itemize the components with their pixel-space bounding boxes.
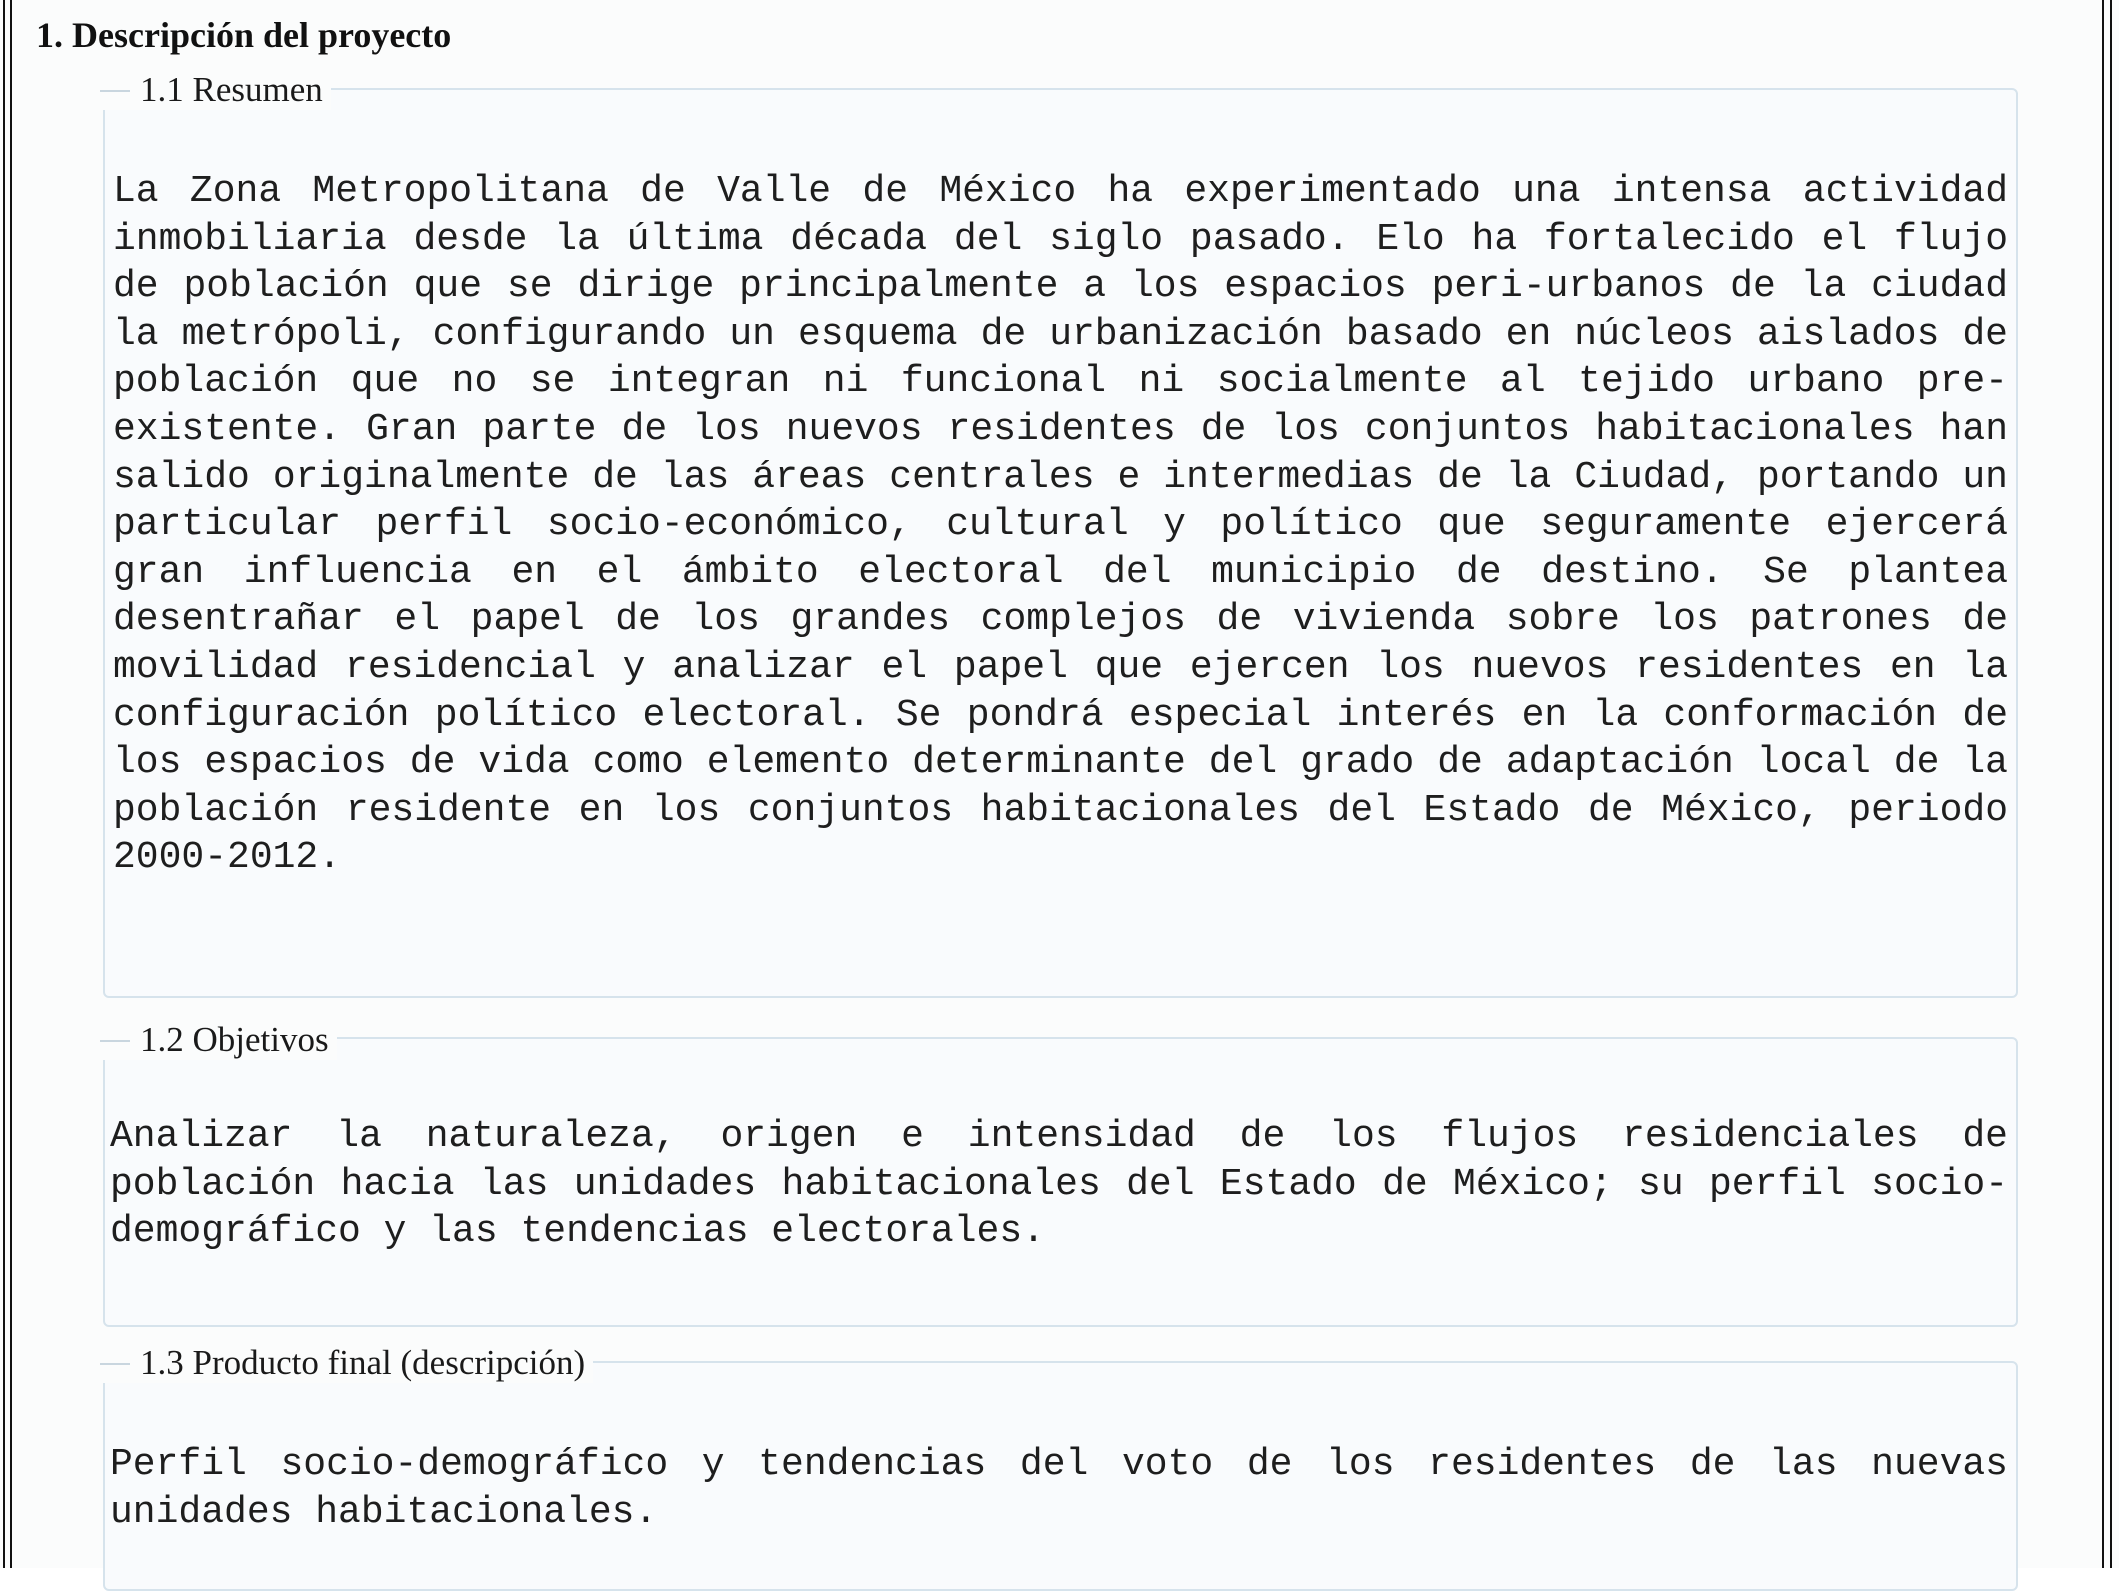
- right-outer-rule: [2110, 0, 2112, 1568]
- final-product-text: Perfil socio-demográfico y tendencias del voto de los residentes de las nuevas unidades habitacionales.: [110, 1443, 2008, 1534]
- left-outer-rule: [3, 0, 5, 1568]
- final-product-legend: 1.3 Producto final (descripción): [100, 1343, 593, 1383]
- objectives-text: Analizar la naturaleza, origen e intensidad de los flujos residenciales de población hacia las unidades habitacionales del Estado de México; su perfil socio-demográfico y las tendencias electorales.: [110, 1115, 2008, 1254]
- left-inner-rule: [10, 0, 12, 1568]
- summary-text: La Zona Metropolitana de Valle de México ha experimentado una intensa actividad inmobiliaria desde la última década del siglo pasado. Elo ha fortalecido el flujo de población que se dirige principalmente a los espacios peri-urbanos de la ciudad la metrópoli, configurando un esquema de urbanización basado en núcleos aislados de población que no se integran ni funcional ni socialmente al tejido urbano pre-existente. Gran parte de los nuevos residentes de los conjuntos habitacionales han salido originalmente de las áreas centrales e intermedias de la Ciudad, portando un particular perfil socio-económico, cultural y político que seguramente ejercerá gran influencia en el ámbito electoral del municipio de destino. Se plantea desentrañar el papel de los grandes complejos de vivienda sobre los patrones de movilidad residencial y analizar el papel que ejercen los nuevos residentes en la configuración político electoral. Se pondrá especial interés en la conformación de los espacios de vida como elemento determinante del grado de adaptación local de la población residente en los conjuntos habitacionales del Estado de México, periodo 2000-2012.: [113, 170, 2008, 880]
- summary-legend: 1.1 Resumen: [100, 70, 331, 110]
- right-inner-rule: [2102, 0, 2104, 1568]
- objectives-legend: 1.2 Objetivos: [100, 1020, 337, 1060]
- section-title: 1. Descripción del proyecto: [36, 15, 452, 55]
